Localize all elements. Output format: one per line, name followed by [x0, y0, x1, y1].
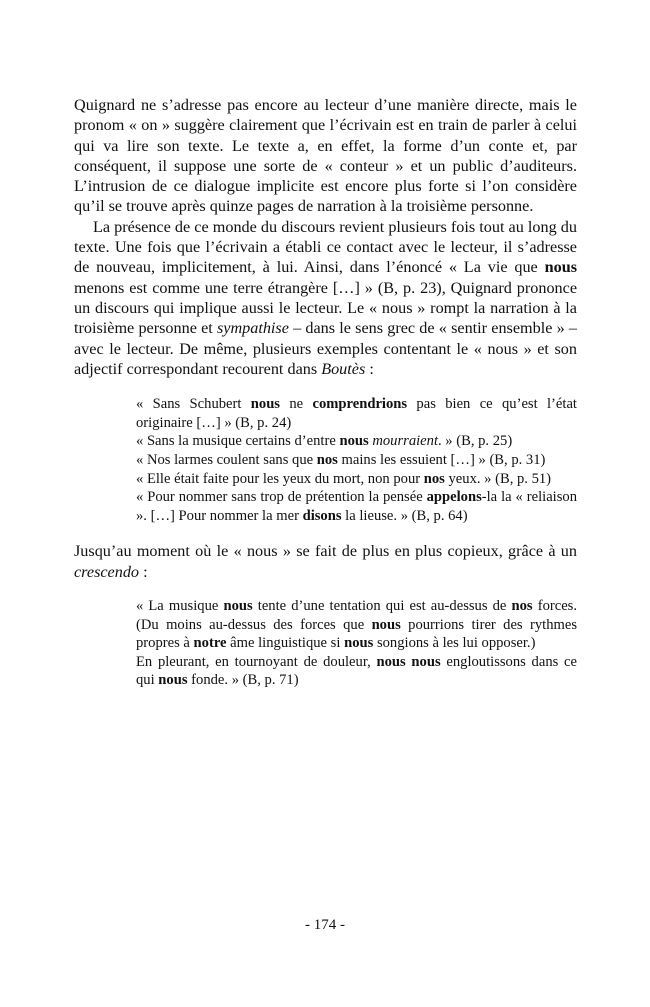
page-body — [74, 95, 577, 706]
quote-block-1 — [136, 395, 577, 525]
bold-emphasis: nous — [250, 396, 280, 413]
quote-line: En pleurant, en tournoyant de douleur, nous nous engloutissons dans ce qui nous fonde. » (B, p. 71) — [136, 653, 577, 689]
bold-emphasis: nos — [423, 470, 445, 487]
bold-emphasis: notre — [193, 635, 227, 652]
bold-emphasis: nous — [158, 672, 188, 689]
bold-emphasis: nous — [371, 616, 401, 633]
bold-emphasis: nous — [544, 258, 577, 277]
paragraph-2: La présence de ce monde du discours revient plusieurs fois tout au long du texte. Une fois que l’écrivain a établi ce contact avec le lecteur, il s’adresse de nouveau, implicitement, à lui. Ainsi, dans l’énoncé « La vie que nous menons est comme une terre étrangère […] » (B, p. 23), Quignard prononce un discours qui implique aussi le lecteur. Le « nous » rompt la narration à la troisième personne et sympathise – dans le sens grec de « sentir ensemble » – avec le lecteur. De même, plusieurs exemples contentant le « nous » et son adjectif correspondant recourent dans Boutès : — [74, 217, 577, 378]
page-number: - 174 - — [305, 917, 345, 933]
bold-emphasis: nous — [344, 635, 374, 652]
italic-emphasis: sympathise — [216, 319, 289, 338]
bold-emphasis: nous — [223, 597, 253, 614]
quote-line: « Nos larmes coulent sans que nos mains les essuient […] » (B, p. 31) — [136, 451, 546, 468]
bold-emphasis: nous nous — [376, 653, 441, 670]
quote-line: « Pour nommer sans trop de prétention la pensée appelons-la la « reliaison ». […] Pour nommer la mer disons la lieuse. » (B, p. 64) — [136, 489, 577, 524]
quote-line: « Elle était faite pour les yeux du mort, non pour nos yeux. » (B, p. 51) — [136, 470, 552, 487]
paragraph-3: Jusqu’au moment où le « nous » se fait de plus en plus copieux, grâce à un crescendo : — [74, 542, 577, 581]
quote-line: « Sans la musique certains d’entre nous mourraient. » (B, p. 25) — [136, 433, 513, 450]
italic-emphasis: mourraient — [372, 433, 438, 450]
bold-emphasis: nos — [511, 597, 533, 614]
bold-emphasis: nos — [316, 451, 338, 468]
paragraph-1: Quignard ne s’adresse pas encore au lecteur d’une manière directe, mais le pronom « on » suggère clairement que l’écrivain est en train de parler à celui qui va lire son texte. Le texte a, en effet, la forme d’un conte et, par conséquent, il suppose une sorte de « conteur » et un public d’auditeurs. L’intrusion de ce dialogue implicite est encore plus forte si l’on considère qu’il se trouve après quinze pages de narration à la troisième personne. — [74, 96, 577, 216]
italic-emphasis: Boutès — [321, 359, 366, 378]
italic-emphasis: crescendo — [74, 562, 140, 581]
bold-emphasis: nous — [339, 433, 369, 450]
quote-line: « La musique nous tente d’une tentation qui est au-dessus de nos forces. (Du moins au-dessus des forces que nous pourrions tirer des rythmes propres à notre âme linguistique si nous songions à les lui opposer.) — [136, 597, 578, 652]
quote-block-2 — [136, 597, 577, 690]
quote-line: « Sans Schubert nous ne comprendrions pas bien ce qu’est l’état originaire […] » (B, p. 24) — [136, 396, 577, 431]
bold-emphasis: disons — [302, 507, 342, 524]
bold-emphasis: comprendrions — [312, 396, 408, 413]
bold-emphasis: appelons — [426, 489, 482, 506]
